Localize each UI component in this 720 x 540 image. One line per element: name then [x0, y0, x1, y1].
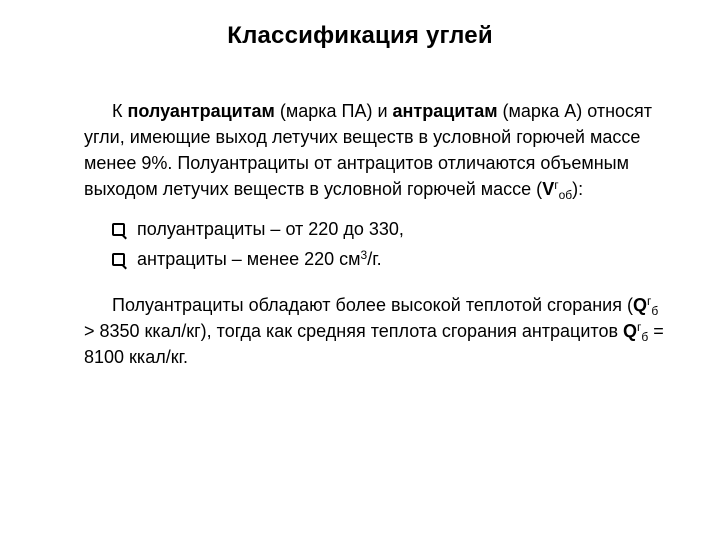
symbol-v: V [542, 179, 555, 199]
symbol-q-subscript: б [641, 330, 649, 344]
text-run: Полуантрациты обладают более высокой теплотой сгорания ( [112, 295, 633, 315]
symbol-v-superscript: г [554, 178, 559, 192]
text-run: ): [572, 179, 584, 199]
symbol-v-subscript: об [558, 188, 573, 202]
term-anthracite: антрацитам [392, 101, 498, 121]
slide-title: Классификация углей [227, 22, 493, 49]
term-semi-anthracite: полуантрацитам [127, 101, 275, 121]
text-run: (марка А) относят угли, имеющие выход летучих веществ в условной горючей массе менее 9%. Полуантрациты от антрацитов отличаются объемным выходом летучих веществ в условной горючей массе ( [84, 101, 653, 199]
list-item-text: полуантрациты – от 220 до 330, [137, 219, 404, 239]
checkbox-bullet-icon [112, 223, 125, 236]
symbol-q-subscript: б [651, 304, 659, 318]
list-item [112, 214, 664, 244]
symbol-q: Q [623, 321, 638, 341]
intro-paragraph [84, 98, 664, 202]
symbol-q: Q [632, 295, 647, 315]
bullet-list [84, 214, 664, 274]
list-item-text-main: антрациты – менее 220 см [137, 249, 361, 269]
heat-paragraph [84, 292, 664, 370]
text-run: > 8350 ккал/кг), тогда как средняя теплота сгорания антрацитов [84, 321, 624, 341]
list-item-text [137, 246, 382, 272]
symbol-q-superscript: г [637, 320, 642, 334]
text-run: (марка ПА) и [274, 101, 393, 121]
list-item [112, 244, 664, 274]
text-run: К [112, 101, 128, 121]
symbol-q-superscript: г [647, 294, 652, 308]
checkbox-bullet-icon [112, 253, 125, 266]
text-run: = 8100 ккал/кг. [84, 321, 664, 367]
list-item-text-tail: /г. [367, 249, 382, 269]
unit-superscript: 3 [360, 248, 368, 262]
slide-body [84, 98, 664, 370]
